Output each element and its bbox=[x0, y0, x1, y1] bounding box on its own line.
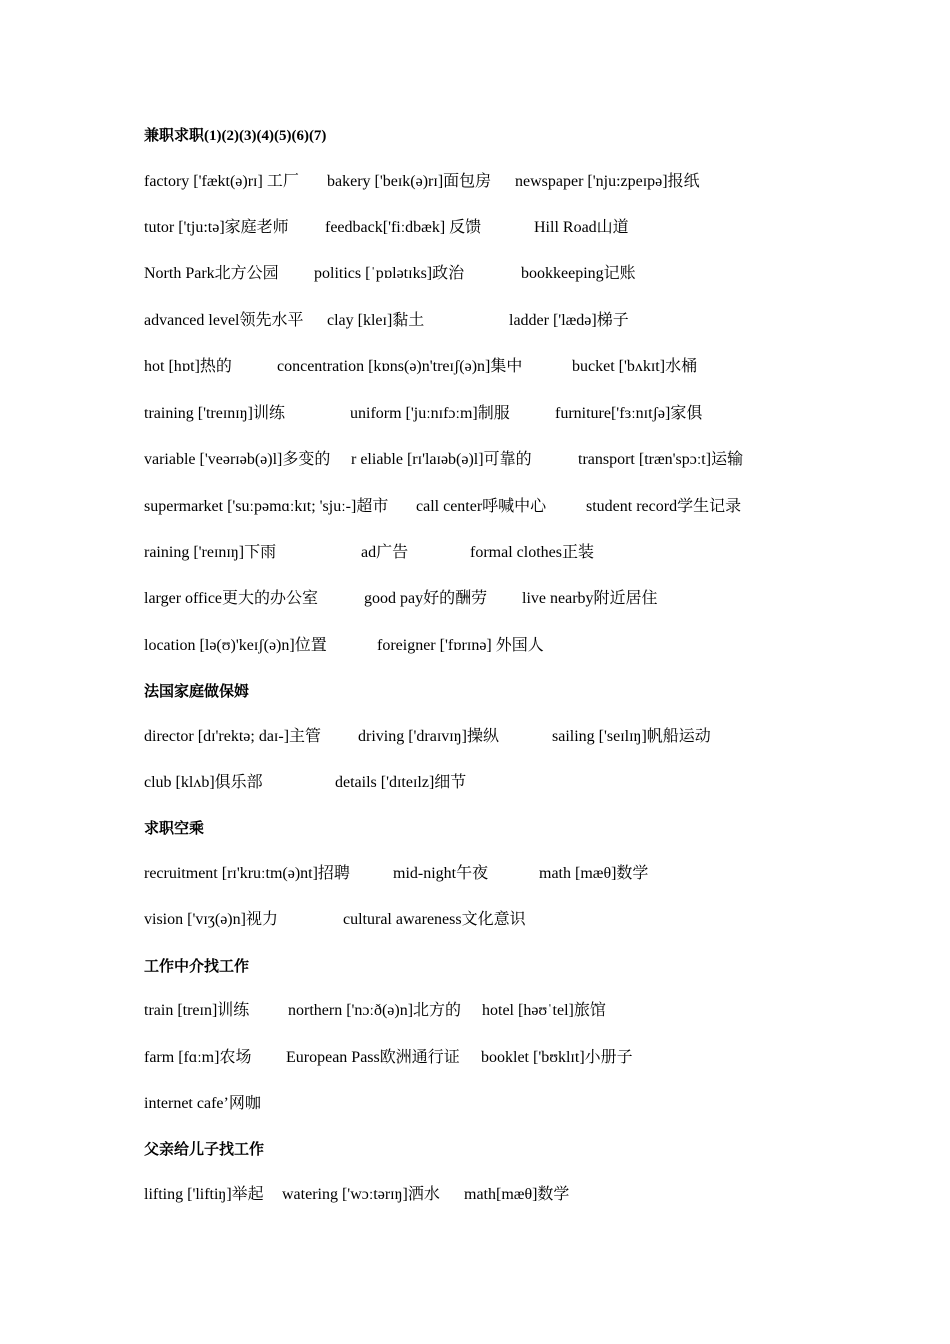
vocab-item: driving ['draɪvɪŋ]操纵 bbox=[358, 728, 499, 745]
vocab-item: hotel [həʊˈtel]旅馆 bbox=[482, 1002, 606, 1019]
vocab-item: sailing ['seɪlɪŋ]帆船运动 bbox=[552, 728, 711, 745]
vocab-item: r eliable [rɪ'laɪəb(ə)l]可靠的 bbox=[351, 451, 532, 468]
vocab-item: director [dɪ'rektə; daɪ-]主管 bbox=[144, 728, 322, 745]
vocab-item: math [mæθ]数学 bbox=[539, 865, 649, 882]
vocab-item: ladder ['lædə]梯子 bbox=[509, 312, 629, 329]
vocab-item: hot [hɒt]热的 bbox=[144, 358, 232, 375]
vocab-item: tutor ['tju:tə]家庭老师 bbox=[144, 219, 289, 236]
vocab-item: lifting ['liftiŋ]举起 bbox=[144, 1186, 264, 1203]
vocab-item: furniture['fɜːnɪtʃə]家俱 bbox=[555, 405, 703, 422]
section-heading-nanny-france: 法国家庭做保姆 bbox=[144, 684, 250, 700]
section-heading-father-son-job: 父亲给儿子找工作 bbox=[144, 1142, 265, 1158]
vocab-item: North Park北方公园 bbox=[144, 265, 279, 282]
vocab-item: recruitment [rɪ'kruːtm(ə)nt]招聘 bbox=[144, 865, 350, 882]
vocab-item: train [treɪn]训练 bbox=[144, 1002, 250, 1019]
vocab-item: ad广告 bbox=[361, 544, 409, 561]
vocab-item: European Pass欧洲通行证 bbox=[286, 1049, 460, 1066]
vocab-item: booklet ['bʊklɪt]小册子 bbox=[481, 1049, 633, 1066]
vocab-item: live nearby附近居住 bbox=[522, 590, 658, 607]
vocab-item: uniform ['juːnɪfɔːm]制服 bbox=[350, 405, 510, 422]
vocab-item: club [klʌb]俱乐部 bbox=[144, 774, 263, 791]
vocab-item: farm [fɑːm]农场 bbox=[144, 1049, 252, 1066]
section-heading-part-time-jobs: 兼职求职(1)(2)(3)(4)(5)(6)(7) bbox=[144, 128, 327, 144]
vocab-item: transport [træn'spɔːt]运输 bbox=[578, 451, 744, 468]
vocab-item: formal clothes正装 bbox=[470, 544, 594, 561]
vocab-item: watering ['wɔːtərɪŋ]洒水 bbox=[282, 1186, 440, 1203]
vocab-item: bakery ['beɪk(ə)rɪ]面包房 bbox=[327, 173, 492, 190]
vocab-item: training ['treɪnɪŋ]训练 bbox=[144, 405, 285, 422]
vocab-item: bookkeeping记账 bbox=[521, 265, 636, 282]
vocab-item: advanced level领先水平 bbox=[144, 312, 304, 329]
vocab-item: northern ['nɔːð(ə)n]北方的 bbox=[288, 1002, 462, 1019]
vocab-item: larger office更大的办公室 bbox=[144, 590, 319, 607]
vocab-item: bucket ['bʌkɪt]水桶 bbox=[572, 358, 698, 375]
vocab-item: feedback['fiːdbæk] 反馈 bbox=[325, 219, 482, 236]
section-heading-flight-attendant: 求职空乘 bbox=[144, 821, 205, 837]
vocab-item: details ['dɪteɪlz]细节 bbox=[335, 774, 467, 791]
vocab-item: internet cafe’网咖 bbox=[144, 1095, 261, 1112]
vocab-item: cultural awareness文化意识 bbox=[343, 911, 526, 928]
vocab-item: location [lə(ʊ)'keɪʃ(ə)n]位置 bbox=[144, 637, 327, 654]
section-heading-job-agency: 工作中介找工作 bbox=[144, 959, 250, 975]
vocab-item: mid-night午夜 bbox=[393, 865, 489, 882]
vocab-item: newspaper ['nju:zpeɪpə]报纸 bbox=[515, 173, 700, 190]
vocab-item: variable ['veərɪəb(ə)l]多变的 bbox=[144, 451, 331, 468]
vocab-item: clay [kleɪ]黏土 bbox=[327, 312, 425, 329]
vocab-item: student record学生记录 bbox=[586, 498, 742, 515]
vocab-item: foreigner ['fɒrɪnə] 外国人 bbox=[377, 637, 544, 654]
vocab-item: concentration [kɒns(ə)n'treɪʃ(ə)n]集中 bbox=[277, 358, 523, 375]
vocab-item: Hill Road山道 bbox=[534, 219, 629, 236]
vocab-item: vision ['vɪʒ(ə)n]视力 bbox=[144, 911, 278, 928]
vocab-item: raining ['reɪnɪŋ]下雨 bbox=[144, 544, 277, 561]
vocab-item: factory ['fækt(ə)rɪ] 工厂 bbox=[144, 173, 299, 190]
vocab-item: call center呼喊中心 bbox=[416, 498, 547, 515]
vocab-item: politics [ˈpɒlətɪks]政治 bbox=[314, 265, 465, 282]
vocab-item: good pay好的酬劳 bbox=[364, 590, 488, 607]
vocab-item: math[mæθ]数学 bbox=[464, 1186, 570, 1203]
vocab-item: supermarket ['suːpəmɑːkɪt; 'sjuː-]超市 bbox=[144, 498, 389, 515]
